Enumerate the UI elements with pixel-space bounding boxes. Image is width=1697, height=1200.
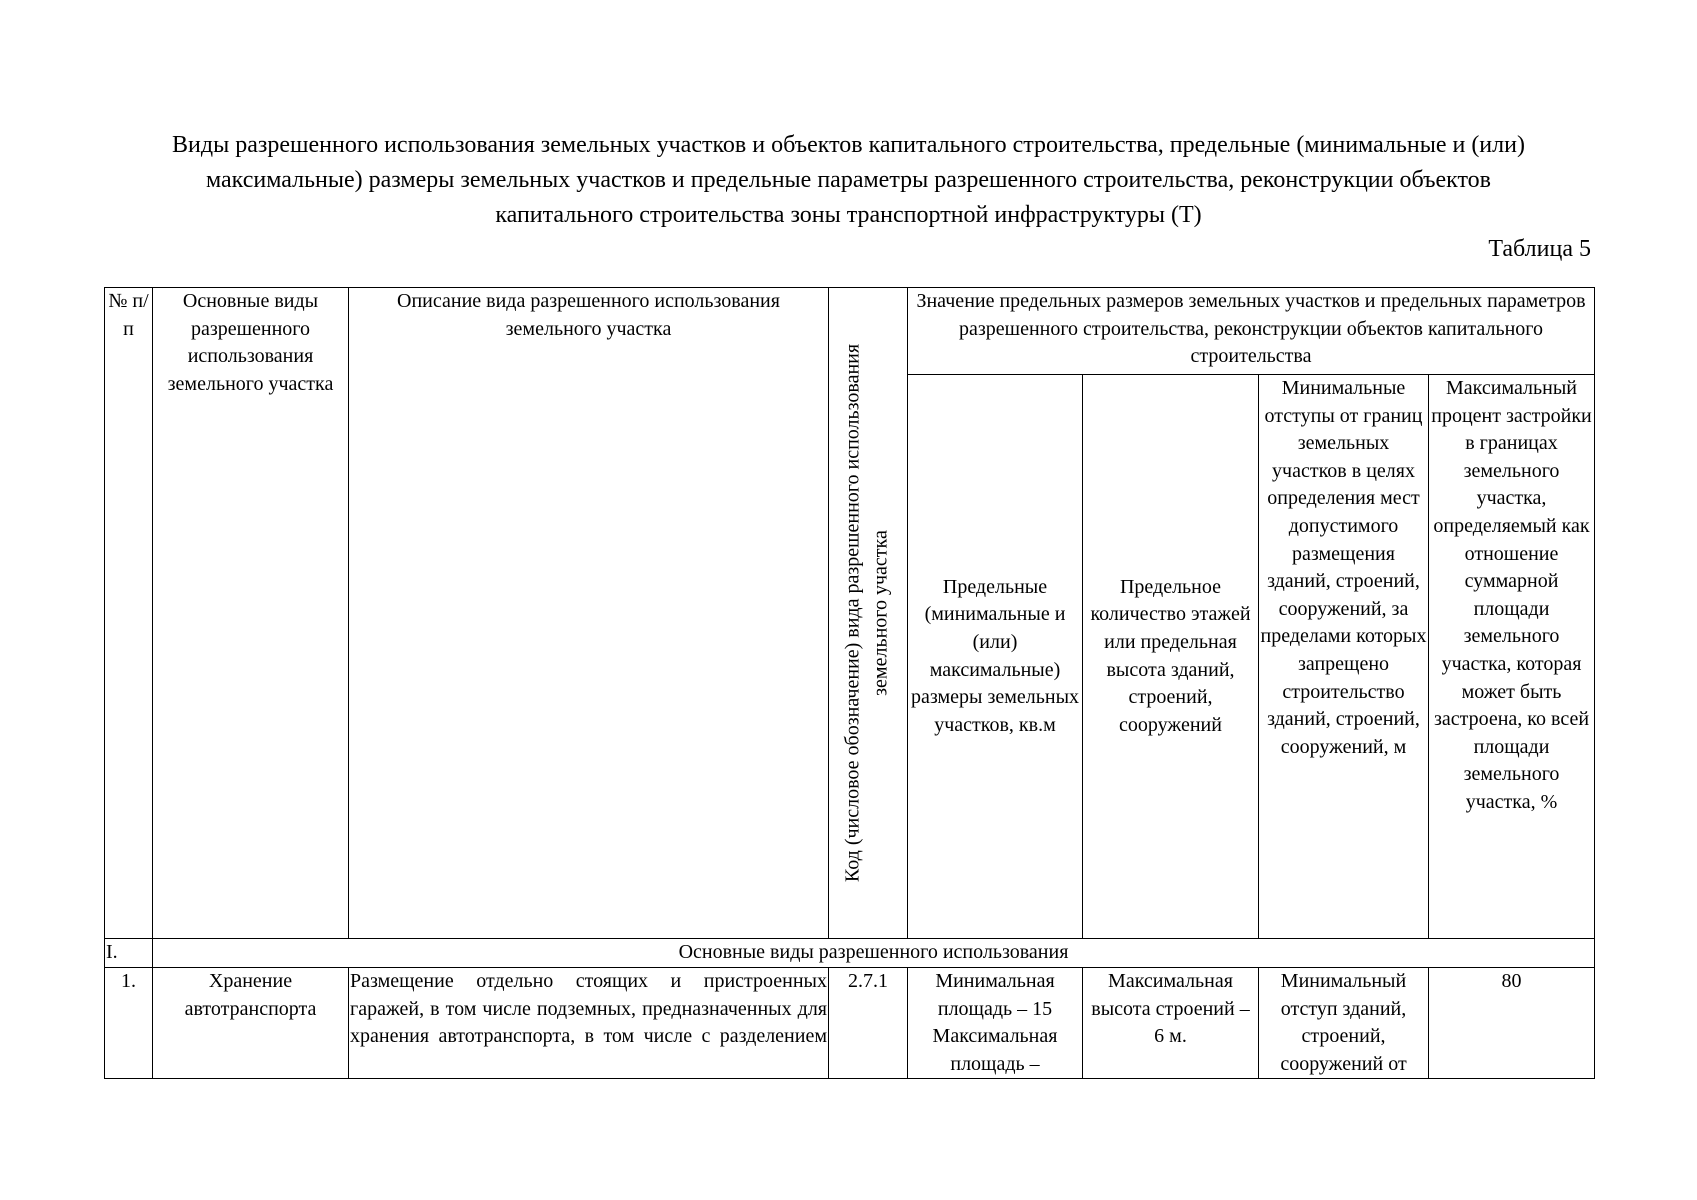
row-coverage: 80: [1429, 968, 1595, 1079]
header-coverage: Максимальный процент застройки в границах земельного участка, определяемый как отношение суммарной площади земельного участка, которая может быть застроена, ко всей площади земельного участка, %: [1429, 375, 1595, 939]
header-code-text: Код (числовое обозначение) вида разрешенного использования земельного участка: [841, 343, 891, 883]
row-type: Хранение автотранспорта: [153, 968, 349, 1079]
header-description: Описание вида разрешенного использования земельного участка: [349, 288, 829, 939]
row-code: 2.7.1: [829, 968, 908, 1079]
header-main-types: Основные виды разрешенного использования земельного участка: [153, 288, 349, 939]
header-plot-size: Предельные (минимальные и (или) максимальные) размеры земельных участков, кв.м: [908, 375, 1083, 939]
page-title: Виды разрешенного использования земельных участков и объектов капитального строительства, предельные (минимальные и (или) максимальные) размеры земельных участков и предельные параметры разрешенного строительства, реконструкции объектов капитального строительства зоны транспортной инфраструктуры (Т): [172, 132, 1525, 228]
row-number: 1.: [105, 968, 153, 1079]
row-setbacks: Минимальный отступ зданий, строений, сооружений от: [1259, 968, 1429, 1079]
table-number: Таблица 5: [1488, 236, 1591, 262]
permitted-use-table: [104, 287, 1595, 1079]
header-floors: Предельное количество этажей или предельная высота зданий, строений, сооружений: [1083, 375, 1259, 939]
row-description: Размещение отдельно стоящих и пристроенных гаражей, в том числе подземных, предназначенных для хранения автотранспорта, в том числе с разделением: [349, 968, 829, 1079]
header-limits-group: Значение предельных размеров земельных участков и предельных параметров разрешенного строительства, реконструкции объектов капитального строительства: [908, 288, 1595, 375]
header-setbacks: Минимальные отступы от границ земельных участков в целях определения мест допустимого размещения зданий, строений, сооружений, за пределами которых запрещено строительство зданий, строений, сооружений, м: [1259, 375, 1429, 939]
row-plot-size: Минимальная площадь – 15 Максимальная площадь –: [908, 968, 1083, 1079]
header-number: № п/п: [105, 288, 153, 939]
row-floors: Максимальная высота строений – 6 м.: [1083, 968, 1259, 1079]
table-row: [105, 968, 1595, 1079]
header-code: [829, 288, 908, 939]
section-title: Основные виды разрешенного использования: [153, 939, 1595, 968]
section-number: I.: [105, 939, 153, 968]
